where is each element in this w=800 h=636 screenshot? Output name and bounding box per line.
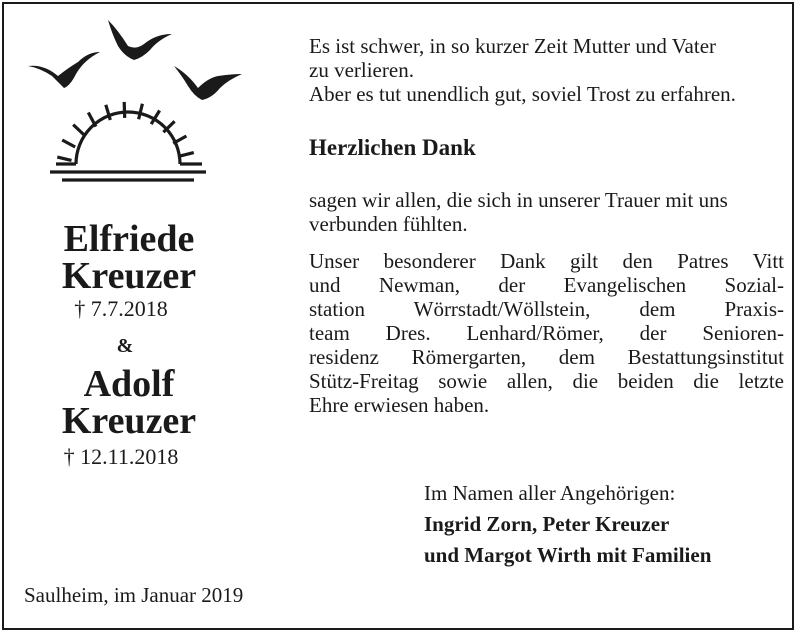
thanks-line: verbunden fühlten. bbox=[309, 212, 468, 236]
first-name-adolf: Adolf bbox=[83, 363, 175, 405]
signoff-line: Im Namen aller Angehörigen: bbox=[424, 481, 676, 505]
special-thanks-paragraph bbox=[309, 249, 784, 417]
thanks-line: sagen wir allen, die sich in unserer Trauer mit uns bbox=[309, 188, 728, 212]
thanks-paragraph bbox=[309, 188, 784, 236]
last-name-1: Kreuzer bbox=[61, 255, 197, 297]
special-line: team Dres. Lenhard/Römer, der Senioren- bbox=[309, 321, 784, 345]
signer-line-2: und Margot Wirth mit Familien bbox=[424, 543, 712, 567]
first-name-elfriede: Elfriede bbox=[63, 218, 195, 260]
signer-line-1: Ingrid Zorn, Peter Kreuzer bbox=[424, 512, 670, 536]
ampersand: & bbox=[116, 335, 134, 357]
intro-paragraph bbox=[309, 34, 784, 106]
birds-icon bbox=[28, 20, 242, 100]
last-name-2: Kreuzer bbox=[61, 400, 197, 442]
intro-line: Aber es tut unendlich gut, soviel Trost zu erfahren. bbox=[309, 82, 736, 106]
death-date-1: † 7.7.2018 bbox=[74, 296, 168, 321]
obituary-card bbox=[2, 2, 794, 630]
sunset-birds-emblem-icon bbox=[22, 16, 247, 191]
thanks-heading: Herzlichen Dank bbox=[309, 135, 476, 160]
intro-line: Es ist schwer, in so kurzer Zeit Mutter und Vater bbox=[309, 34, 717, 58]
special-line: Stütz-Freitag sowie allen, die beiden die letzte bbox=[309, 369, 784, 393]
special-line: residenz Römergarten, dem Bestattungsinstitut bbox=[309, 345, 784, 369]
place-date: Saulheim, im Januar 2019 bbox=[24, 583, 244, 607]
special-line: station Wörrstadt/Wöllstein, dem Praxis- bbox=[309, 297, 784, 321]
death-date-2: † 12.11.2018 bbox=[63, 444, 179, 469]
special-line: und Newman, der Evangelischen Sozial- bbox=[309, 273, 784, 297]
intro-line: zu verlieren. bbox=[309, 58, 414, 82]
special-line: Unser besonderer Dank gilt den Patres Vitt bbox=[309, 249, 784, 273]
special-line: Ehre erwiesen haben. bbox=[309, 393, 490, 417]
sun-icon bbox=[50, 102, 206, 180]
